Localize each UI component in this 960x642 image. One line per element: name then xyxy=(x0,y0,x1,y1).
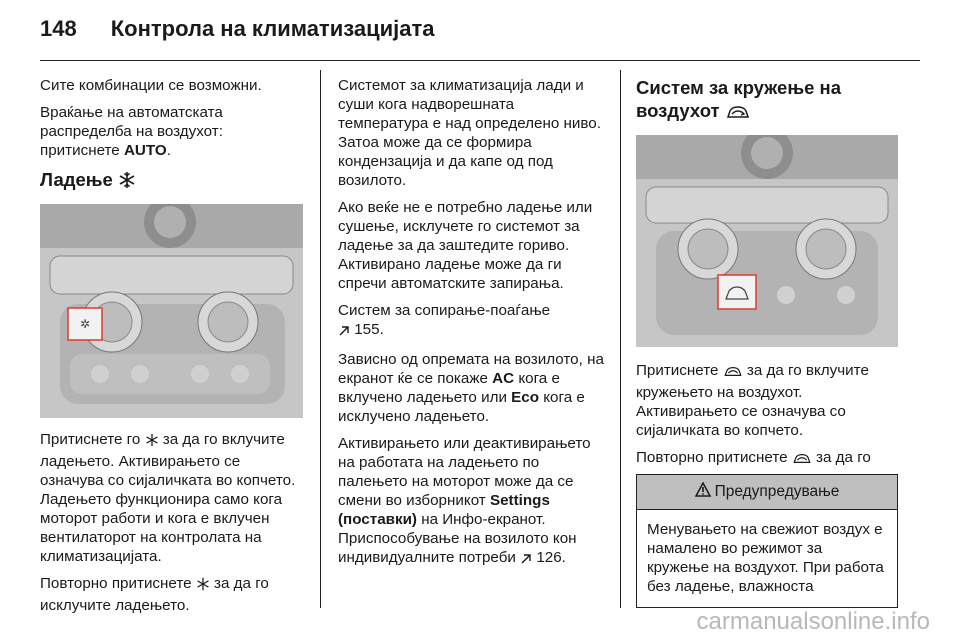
text: . xyxy=(166,142,171,159)
text: за да го вклучите кружењето на воздухот. Активирањето се означува со сијаличката во копчето. xyxy=(636,362,869,439)
text: за да го исклучите ладењето. xyxy=(40,575,269,614)
paragraph xyxy=(40,430,306,566)
text: Активирањето или деактивирањето на работата на ладењето по палењето на моторот може да се смени во изборникот xyxy=(338,435,591,509)
climate-panel-photo-cooling xyxy=(40,204,303,418)
section-heading-recirculation xyxy=(636,76,902,125)
paragraph xyxy=(40,103,306,160)
warning-text: Менувањето на свежиот воздух е намалено во режимот за кружење на воздухот. При работа без ладење, влажноста xyxy=(647,521,884,595)
section-heading-cooling xyxy=(40,168,306,194)
text: за да го вклучите ладењето. Активирањето се означува со сијаличката во копчето. Ладењето функционира само кога моторот работи и кога е вклучен вентилаторот на контролата на климатизацијата. xyxy=(40,431,296,565)
eco-label: Eco xyxy=(511,389,540,406)
climate-panel-photo-recirculation xyxy=(636,135,898,347)
text: Притиснете xyxy=(636,362,723,379)
text: за да го xyxy=(816,449,871,466)
paragraph: Ако веќе не е потребно ладење или сушење, исклучете го системот за ладење за да заштедите гориво. Активирано ладење може да ги спречи автоматските запирања. xyxy=(338,199,593,292)
warning-header xyxy=(637,475,897,510)
column-1 xyxy=(40,76,306,623)
paragraph: Системот за климатизација лади и суши кога надворешната температура е над определено ниво. Затоа може да се формира кондензација и да капе од под возилото. xyxy=(338,77,601,189)
paragraph xyxy=(636,361,902,440)
text: кога е исклучено ладењето. xyxy=(338,389,585,425)
watermark: carmanualsonline.info xyxy=(696,608,930,635)
header-rule xyxy=(40,60,920,61)
warning-box xyxy=(636,474,898,608)
text: Притиснете го xyxy=(40,431,145,448)
text: Систем за сопирање-поаѓање xyxy=(338,302,551,319)
column-divider-2 xyxy=(620,70,621,608)
heading-text: Систем за кружење на воздухот xyxy=(636,77,841,121)
heading-text: Ладење xyxy=(40,169,113,190)
recirculation-icon xyxy=(725,102,751,125)
auto-key: AUTO xyxy=(123,142,167,159)
page-reference[interactable]: 126. xyxy=(536,549,566,566)
page-header xyxy=(40,16,435,48)
recirculation-icon xyxy=(723,364,743,383)
column-divider-1 xyxy=(320,70,321,608)
paragraph xyxy=(338,434,608,570)
text: Зависно од опремата на возилото, на екранот ќе се покаже xyxy=(338,351,604,387)
page-reference-icon xyxy=(338,323,350,342)
warning-triangle-icon xyxy=(695,482,711,502)
text: на Инфо-екранот. Приспособување на возилото кон индивидуалните потреби xyxy=(338,511,577,566)
page-reference-icon xyxy=(520,551,532,570)
page-number: 148 xyxy=(40,16,77,41)
warning-title: Предупредување xyxy=(714,483,840,500)
paragraph xyxy=(338,301,608,342)
page-reference[interactable]: 155. xyxy=(354,321,384,338)
snowflake-icon xyxy=(196,577,210,596)
text: Повторно притиснете xyxy=(636,449,792,466)
ac-label: AC xyxy=(492,370,515,387)
paragraph xyxy=(338,350,608,426)
svg-text:✲: ✲ xyxy=(79,317,91,331)
snowflake-icon xyxy=(118,171,136,194)
text: Враќање на автоматската распределба на воздухот: притиснете xyxy=(40,104,223,159)
recirculation-icon xyxy=(792,451,812,470)
text: кога е вклучено ладењето или xyxy=(338,370,560,406)
column-3 xyxy=(636,76,902,497)
page-title: Контрола на климатизацијата xyxy=(110,16,435,41)
text: Повторно притиснете xyxy=(40,575,196,592)
paragraph xyxy=(40,574,306,615)
column-2 xyxy=(338,76,608,578)
paragraph: Сите комбинации се возможни. xyxy=(40,77,262,94)
snowflake-icon xyxy=(145,433,159,452)
settings-menu-label: Settings (поставки) xyxy=(338,492,550,528)
